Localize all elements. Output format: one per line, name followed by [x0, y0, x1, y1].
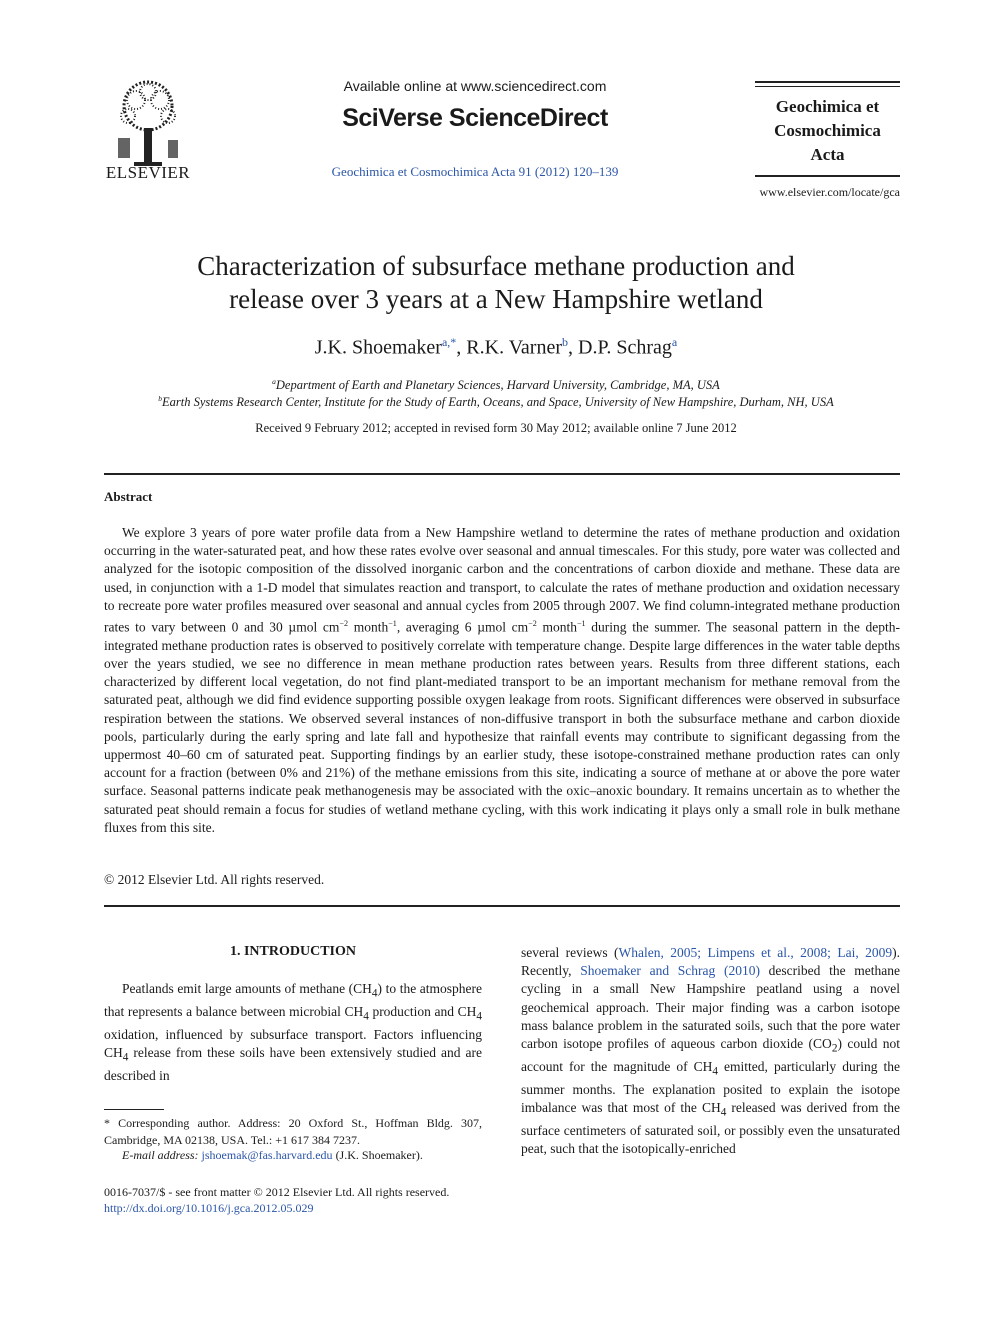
email-suffix: (J.K. Shoemaker). [332, 1148, 423, 1162]
article-title [100, 250, 892, 316]
author-3-affiliation[interactable]: a [671, 335, 678, 349]
intro-text: ) to the atmosphere that represents a balance between microbial CH [104, 981, 482, 1019]
author-3[interactable]: D.P. Schrag [578, 336, 672, 359]
abstract-part: during the summer. The seasonal pattern in the depth-integrated methane production rates is observed to positively correlate with temperature change. Despite large differences in the water table depths over the years studied, we see no difference in mean methane production rates between years. Results from three different stations, each characterized by different local vegetation, do not find plant-mediated transport to be an important mechanism for methane removal from the saturated peat, although we did find evidence supporting possible oxygen leakage from roots. Significant differences were observed in subsurface respiration between the stations. We observed several instances of non-diffusive transport in both the subsurface methane and carbon dioxide pools, particularly during the early spring and late fall and hypothesize that rainfall events may contribute to significant degassing from the uppermost 40–60 cm of saturated peat. Supporting findings by an earlier study, these isotope-constrained methane production rates can only account for a fraction (between 0% and 21%) of the methane emissions from this site, indicating a source of methane at or above the pore water surface. Seasonal patterns indicate peak methanogenesis may be associated with the oxic–anoxic boundary. It remains uncertain as to whether the saturated peat should remain a focus for studies of wetland methane cycling, with this work indicating it plays only a small role in bulk methane fluxes from this site. [104, 619, 900, 835]
intro-text: release from these soils have been extensively studied and are described in [104, 1044, 482, 1083]
exponent: −2 [339, 619, 349, 629]
intro-text: Peatlands emit large amounts of methane (CH [122, 981, 372, 996]
affiliation-b [60, 394, 932, 410]
intro-text: described the methane cycling in a small New Hampshire peatland using a novel geochemical approach. Their major finding was a carbon isotope mass balance problem in the saturated soils, such that the pore water carbon isotope profiles of aqueous carbon dioxide (CO [521, 963, 901, 1052]
journal-url[interactable]: www.elsevier.com/locate/gca [759, 185, 900, 199]
author-separator: , [456, 336, 467, 359]
subscript: 4 [712, 1065, 719, 1078]
intro-left-column [104, 980, 482, 1085]
publisher-name: ELSEVIER [105, 163, 191, 182]
footnote-email-line [104, 1148, 482, 1163]
affiliation-b-text: Earth Systems Research Center, Institute for the Study of Earth, Oceans, and Space, University of New Hampshire, Durham, NH, USA [162, 395, 834, 410]
journal-name-line1: Geochimica et [775, 97, 880, 116]
abstract-part: month [348, 619, 389, 635]
subscript: 4 [720, 1106, 727, 1119]
intro-text: production and CH [368, 1003, 477, 1019]
author-1-affiliation[interactable]: a,* [441, 335, 457, 349]
journal-name-line2: Cosmochimica [774, 121, 881, 140]
email-label: E-mail address: [122, 1148, 202, 1162]
abstract-copyright: © 2012 Elsevier Ltd. All rights reserved. [104, 872, 325, 887]
issn-line: 0016-7037/$ - see front matter © 2012 Elsevier Ltd. All rights reserved. [104, 1185, 450, 1199]
intro-text: ) could not account for the magnitude of CH [521, 1036, 900, 1074]
author-2[interactable]: R.K. Varner [466, 336, 563, 359]
intro-text: several reviews ( [521, 945, 619, 960]
subscript: 4 [122, 1051, 129, 1064]
divider-bottom [104, 905, 900, 907]
journal-name-line3: Acta [810, 145, 845, 164]
email-link[interactable]: jshoemak@fas.harvard.edu [201, 1148, 333, 1162]
author-1[interactable]: J.K. Shoemaker [314, 336, 442, 359]
divider-top [104, 473, 900, 475]
author-2-affiliation[interactable]: b [562, 335, 569, 349]
footnote-rule [104, 1109, 164, 1110]
citation-link[interactable]: Whalen, 2005; Limpens et al., 2008; Lai, 2009 [618, 945, 893, 960]
exponent: −2 [528, 619, 537, 629]
intro-right-column [521, 944, 900, 1158]
affiliation-a-mark: a [272, 377, 276, 386]
journal-title-box [755, 78, 900, 178]
exponent: −1 [388, 619, 397, 629]
subscript: 4 [476, 1010, 482, 1023]
exponent: −1 [576, 619, 586, 629]
article-dates: Received 9 February 2012; accepted in revised form 30 May 2012; available online 7 June 2012 [255, 421, 737, 435]
intro-text: oxidation, influenced by subsurface transport. Factors influencing CH [104, 1026, 482, 1060]
abstract-text [104, 524, 900, 837]
available-online: Available online at www.sciencedirect.com [343, 78, 607, 94]
intro-text: emitted, particularly during the summer months. The explanation posited to explain the isotope imbalance was that most of the CH [521, 1058, 900, 1115]
intro-text: released was derived from the surface centimeters of saturated soil, or possibly even the unsaturated peat, such that the isotopically-enriched [521, 1100, 900, 1157]
abstract-part: , averaging 6 µmol cm [396, 619, 529, 635]
section-heading-introduction: 1. INTRODUCTION [229, 944, 356, 959]
abstract-heading: Abstract [104, 489, 153, 504]
sciverse-logo: SciVerse ScienceDirect [342, 104, 608, 132]
affiliation-a-text: Department of Earth and Planetary Sciences, Harvard University, Cambridge, MA, USA [275, 378, 720, 393]
affiliation-b-mark: b [158, 394, 163, 403]
citation-link[interactable]: Shoemaker and Schrag (2010) [580, 963, 760, 979]
title-line-2: release over 3 years at a New Hampshire wetland [229, 284, 763, 314]
title-line-1: Characterization of subsurface methane production and [197, 251, 795, 281]
intro-text: ). Recently, [521, 945, 900, 979]
author-separator: , [568, 336, 579, 359]
doi-link[interactable]: http://dx.doi.org/10.1016/j.gca.2012.05.029 [104, 1201, 314, 1215]
corresponding-author-footnote: * Corresponding author. Address: 20 Oxford St., Hoffman Bldg. 307, Cambridge, MA 02138, USA. Tel.: +1 617 384 7237. [104, 1116, 482, 1147]
subscript: 4 [363, 1010, 369, 1023]
abstract-part: We explore 3 years of pore water profile data from a New Hampshire wetland to determine the rates of methane production and oxidation occurring in the water-saturated peat, and how these rates evolve over seasonal and annual timescales. For this study, pore water was collected and analyzed for the isotopic composition of the dissolved inorganic carbon and the concentrations of carbon dioxide and methane. These data are used, in conjunction with a 1-D model that simulates reaction and transport, to calculate the rates of methane production and oxidation necessary to recreate pore water profiles measured over seasonal and annual cycles from 2005 through 2007. We find column-integrated methane production rates to vary between 0 and 30 µmol cm [104, 525, 900, 635]
abstract-part: month [536, 619, 577, 635]
affiliation-a [60, 377, 932, 393]
subscript: 4 [371, 987, 378, 1000]
subscript: 2 [831, 1042, 838, 1055]
author-list [100, 335, 892, 360]
journal-reference-link[interactable]: Geochimica et Cosmochimica Acta 91 (2012) 120–139 [331, 164, 619, 179]
